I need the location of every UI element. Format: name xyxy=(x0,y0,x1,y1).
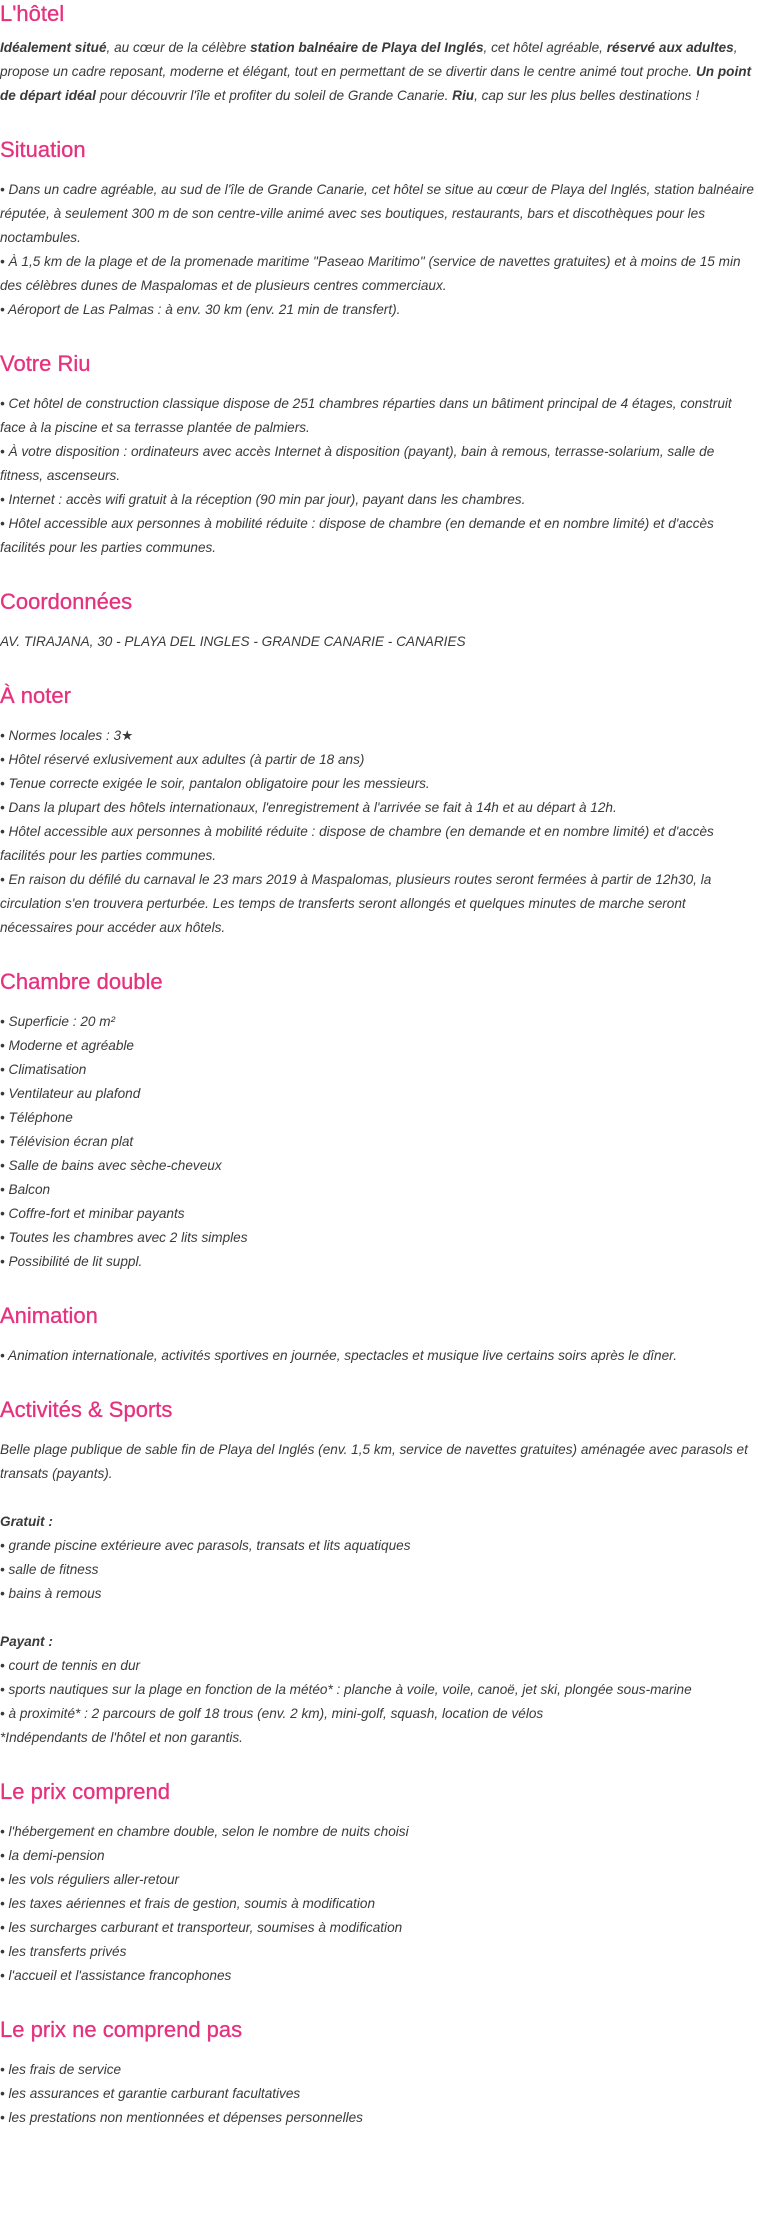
list-item: • Dans la plupart des hôtels internationaux, l'enregistrement à l'arrivée se fait à 14h et au départ à 12h. xyxy=(0,800,617,815)
list-item: • Hôtel accessible aux personnes à mobilité réduite : dispose de chambre (en demande et en nombre limité) et d'accès facilités pour les parties communes. xyxy=(0,516,714,555)
list-item: • court de tennis en dur xyxy=(0,1658,141,1673)
list-item: • les vols réguliers aller-retour xyxy=(0,1872,180,1887)
list-item: • Télévision écran plat xyxy=(0,1134,134,1149)
list-item: • les assurances et garantie carburant facultatives xyxy=(0,2086,301,2101)
list-item: • l'hébergement en chambre double, selon le nombre de nuits choisi xyxy=(0,1824,409,1839)
list-item: • les transferts privés xyxy=(0,1944,127,1959)
section-title-prix-ne-comprend-pas: Le prix ne comprend pas xyxy=(0,2017,243,2042)
spacer xyxy=(0,1486,758,1510)
riu-text xyxy=(0,392,758,560)
section-title-animation: Animation xyxy=(0,1303,98,1328)
intro-part: Un point de départ idéal xyxy=(0,64,752,103)
intro-part: réservé aux adultes xyxy=(606,40,734,55)
section-title-situation: Situation xyxy=(0,137,86,162)
list-item: • Superficie : 20 m² xyxy=(0,1014,116,1029)
list-item: • Animation internationale, activités sportives en journée, spectacles et musique live certains soirs après le dîner. xyxy=(0,1348,677,1363)
list-item: • Possibilité de lit suppl. xyxy=(0,1254,143,1269)
list-item: • Tenue correcte exigée le soir, pantalon obligatoire pour les messieurs. xyxy=(0,776,430,791)
list-item: • Hôtel accessible aux personnes à mobilité réduite : dispose de chambre (en demande et en nombre limité) et d'accès facilités pour les parties communes. xyxy=(0,824,714,863)
section-title-hotel: L'hôtel xyxy=(0,1,65,26)
list-item: • la demi-pension xyxy=(0,1848,105,1863)
prix-non-list xyxy=(0,2058,758,2130)
intro-part: , propose un cadre reposant, moderne et élégant, tout en permettant de se divertir dans le centre animé tout proche. xyxy=(0,40,738,79)
intro-part: Riu xyxy=(452,88,475,103)
list-item: • les surcharges carburant et transporteur, soumises à modification xyxy=(0,1920,403,1935)
list-item: • sports nautiques sur la plage en fonction de la météo* : planche à voile, voile, canoë, jet ski, plongée sous-marine xyxy=(0,1682,692,1697)
section-title-chambre-double: Chambre double xyxy=(0,969,163,994)
section-animation xyxy=(0,1302,758,1368)
intro-part: Idéalement situé xyxy=(0,40,107,55)
list-item: • Balcon xyxy=(0,1182,51,1197)
list-item: • Aéroport de Las Palmas : à env. 30 km (env. 21 min de transfert). xyxy=(0,302,401,317)
intro-part: station balnéaire de Playa del Inglés xyxy=(250,40,484,55)
a-noter-text xyxy=(0,724,758,940)
list-item: • Dans un cadre agréable, au sud de l'île de Grande Canarie, cet hôtel se situe au cœur de Playa del Inglés, station balnéaire réputée, à seulement 300 m de son centre-ville animé avec ses boutiques, restaurants, bars et discothèques pour les noctambules. xyxy=(0,182,754,245)
intro-part: pour découvrir l'île et profiter du soleil de Grande Canarie. xyxy=(95,88,453,103)
hotel-intro xyxy=(0,36,758,108)
list-item: • Normes locales : 3★ xyxy=(0,728,134,743)
list-item: • bains à remous xyxy=(0,1586,102,1601)
list-item: • les taxes aériennes et frais de gestion, soumis à modification xyxy=(0,1896,376,1911)
intro-part: , au cœur de la célèbre xyxy=(106,40,251,55)
list-item: • À 1,5 km de la plage et de la promenade maritime "Paseao Maritimo" (service de navettes gratuites) et à moins de 15 min des célèbres dunes de Maspalomas et de plusieurs centres commerciaux. xyxy=(0,254,741,293)
list-item: • Hôtel réservé exlusivement aux adultes (à partir de 18 ans) xyxy=(0,752,365,767)
list-item: • Salle de bains avec sèche-cheveux xyxy=(0,1158,222,1173)
section-situation xyxy=(0,136,758,322)
gratuit-label: Gratuit : xyxy=(0,1514,53,1529)
section-votre-riu xyxy=(0,350,758,560)
list-item: • Cet hôtel de construction classique dispose de 251 chambres réparties dans un bâtiment principal de 4 étages, construit face à la piscine et sa terrasse plantée de palmiers. xyxy=(0,396,732,435)
list-item: • les frais de service xyxy=(0,2062,122,2077)
list-item: • salle de fitness xyxy=(0,1562,99,1577)
animation-text xyxy=(0,1344,758,1368)
list-item: • Téléphone xyxy=(0,1110,73,1125)
section-title-coordonnees: Coordonnées xyxy=(0,589,133,614)
section-title-prix-comprend: Le prix comprend xyxy=(0,1779,170,1804)
list-item: • Ventilateur au plafond xyxy=(0,1086,141,1101)
section-a-noter xyxy=(0,682,758,940)
section-prix-ne-comprend-pas xyxy=(0,2016,758,2130)
section-hotel xyxy=(0,0,758,108)
footnote: *Indépendants de l'hôtel et non garantis. xyxy=(0,1730,243,1745)
list-item: • À votre disposition : ordinateurs avec accès Internet à disposition (payant), bain à remous, terrasse-solarium, salle de fitness, ascenseurs. xyxy=(0,444,715,483)
list-item: • les prestations non mentionnées et dépenses personnelles xyxy=(0,2110,363,2125)
list-item: • Moderne et agréable xyxy=(0,1038,134,1053)
section-chambre-double xyxy=(0,968,758,1274)
situation-text xyxy=(0,178,758,322)
spacer xyxy=(0,1606,758,1630)
list-item: • En raison du défilé du carnaval le 23 mars 2019 à Maspalomas, plusieurs routes seront fermées à partir de 12h30, la circulation s'en trouvera perturbée. Les temps de transferts seront allongés et quelques minutes de marche seront nécessaires pour accéder aux hôtels. xyxy=(0,872,712,935)
prix-list xyxy=(0,1820,758,1988)
section-activites-sports xyxy=(0,1396,758,1750)
section-title-a-noter: À noter xyxy=(0,683,71,708)
list-item: • Climatisation xyxy=(0,1062,87,1077)
activites-intro: Belle plage publique de sable fin de Playa del Inglés (env. 1,5 km, service de navettes gratuites) aménagée avec parasols et transats (payants). xyxy=(0,1442,748,1481)
intro-part: , cap sur les plus belles destinations ! xyxy=(474,88,700,103)
list-item: • Toutes les chambres avec 2 lits simples xyxy=(0,1230,248,1245)
chambre-list xyxy=(0,1010,758,1274)
section-title-activites-sports: Activités & Sports xyxy=(0,1397,173,1422)
list-item: • l'accueil et l'assistance francophones xyxy=(0,1968,232,1983)
activites-text xyxy=(0,1438,758,1750)
section-title-votre-riu: Votre Riu xyxy=(0,351,91,376)
list-item: • grande piscine extérieure avec parasols, transats et lits aquatiques xyxy=(0,1538,411,1553)
intro-part: , cet hôtel agréable, xyxy=(483,40,607,55)
address-text: AV. TIRAJANA, 30 - PLAYA DEL INGLES - GRANDE CANARIE - CANARIES xyxy=(0,634,466,649)
section-prix-comprend xyxy=(0,1778,758,1988)
address xyxy=(0,630,758,654)
list-item: • Coffre-fort et minibar payants xyxy=(0,1206,185,1221)
list-item: • à proximité* : 2 parcours de golf 18 trous (env. 2 km), mini-golf, squash, location de vélos xyxy=(0,1706,544,1721)
section-coordonnees xyxy=(0,588,758,654)
payant-label: Payant : xyxy=(0,1634,53,1649)
list-item: • Internet : accès wifi gratuit à la réception (90 min par jour), payant dans les chambres. xyxy=(0,492,526,507)
